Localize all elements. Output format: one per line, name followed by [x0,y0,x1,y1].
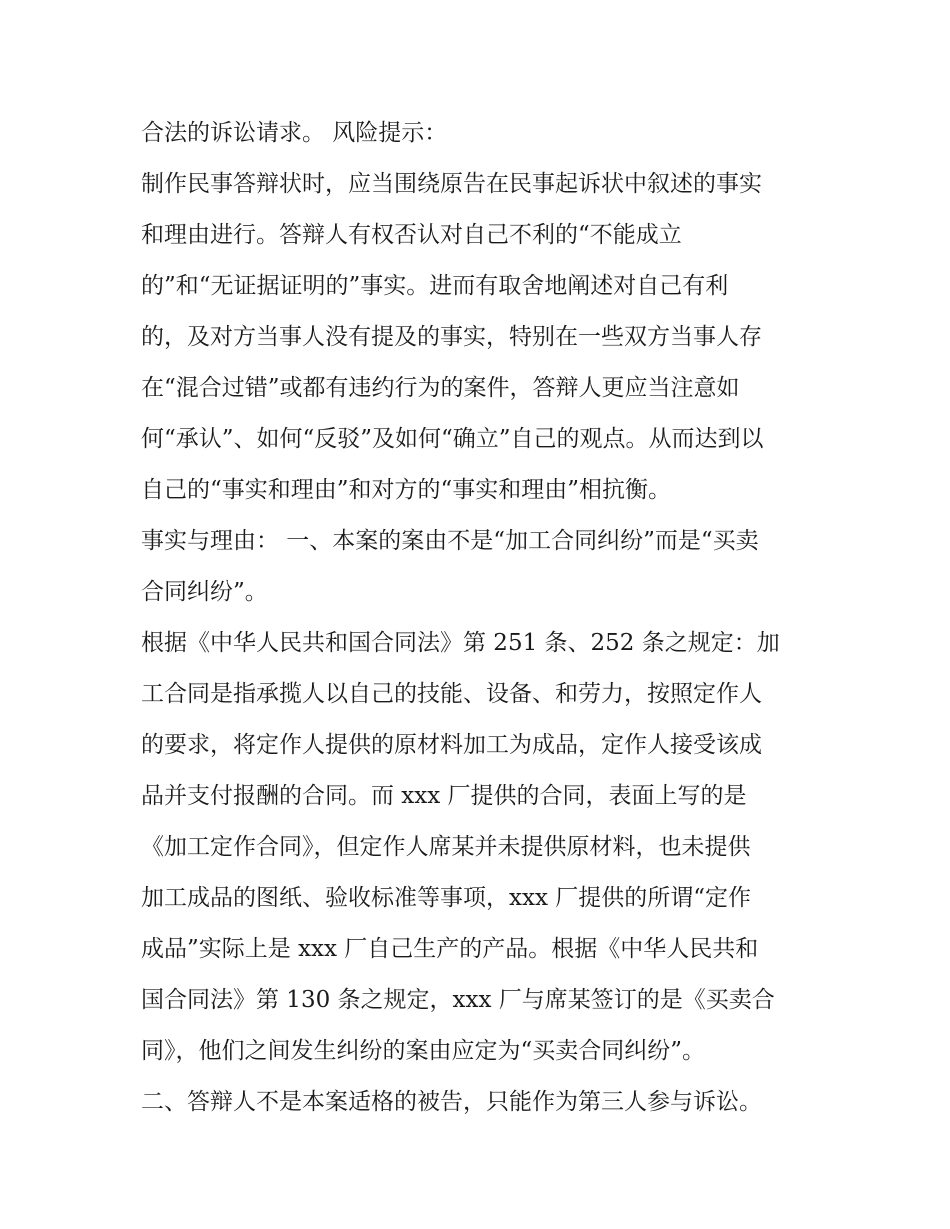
text-line: 根据《中华人民共和国合同法》第 251 条、252 条之规定：加 [141,630,780,656]
text-line: 自己的“事实和理由”和对方的“事实和理由”相抗衡。 [141,477,672,503]
text-line: 的，及对方当事人没有提及的事实，特别在一些双方当事人存 [141,324,762,350]
text-line: 和理由进行。答辩人有权否认对自己不利的“不能成立 [141,222,682,248]
document-body [141,108,821,1128]
text-line: 《加工定作合同》，但定作人席某并未提供原材料，也未提供 [141,834,751,860]
text-line: 事实与理由： 一、本案的案由不是“加工合同纠纷”而是“买卖 [141,528,759,554]
text-line: 的”和“无证据证明的”事实。进而有取舍地阐述对自己有利 [141,273,729,299]
text-line: 同》，他们之间发生纠纷的案由应定为“买卖合同纠纷”。 [141,1038,706,1064]
text-line: 在“混合过错”或都有违约行为的案件，答辩人更应当注意如 [141,375,740,401]
text-line: 成品”实际上是 xxx 厂自己生产的产品。根据《中华人民共和 [141,936,759,962]
text-line: 国合同法》第 130 条之规定，xxx 厂与席某签订的是《买卖合 [141,987,775,1013]
text-line: 品并支付报酬的合同。而 xxx 厂提供的合同，表面上写的是 [141,783,747,809]
text-line: 何“承认”、如何“反驳”及如何“确立”自己的观点。从而达到以 [141,426,764,452]
text-line: 二、答辩人不是本案适格的被告，只能作为第三人参与诉讼。 [141,1089,762,1115]
text-line: 工合同是指承揽人以自己的技能、设备、和劳力，按照定作人 [141,681,762,707]
text-line: 合法的诉讼请求。 风险提示： [141,120,448,146]
text-line: 加工成品的图纸、验收标准等事项，xxx 厂提供的所谓“定作 [141,885,751,911]
text-line: 制作民事答辩状时，应当围绕原告在民事起诉状中叙述的事实 [141,171,762,197]
text-line: 合同纠纷”。 [141,579,268,605]
text-line: 的要求，将定作人提供的原材料加工为成品，定作人接受该成 [141,732,762,758]
